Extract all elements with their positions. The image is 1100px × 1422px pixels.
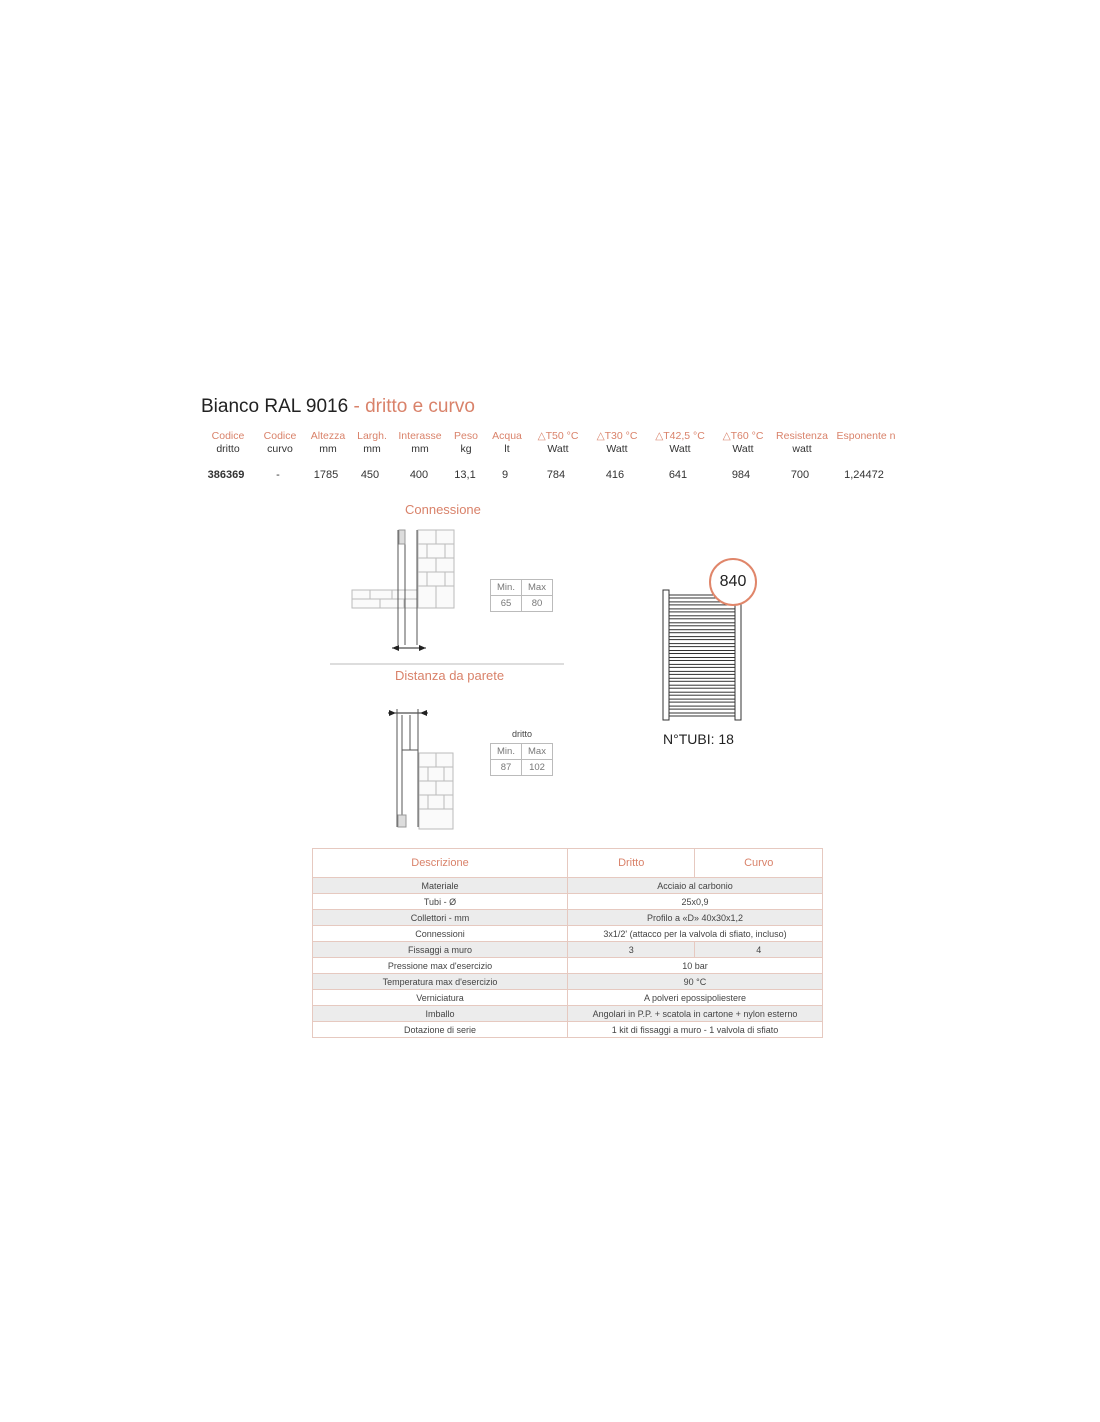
spec-header-codice-dritto: Codice dritto: [211, 430, 245, 455]
description-table: [312, 848, 823, 1038]
table-row: Dotazione di serie 1 kit di fissaggi a muro - 1 valvola di sfiato: [313, 1022, 823, 1038]
product-title: [201, 396, 475, 418]
spec-value-t60: 984: [731, 469, 751, 481]
radiator-tube: [669, 658, 735, 661]
radiator-tube: [669, 644, 735, 647]
spec-header-peso: Peso kg: [454, 430, 478, 455]
spec-header-codice-curvo: Codice curvo: [263, 430, 297, 455]
table-row: Temperatura max d'esercizio 90 °C: [313, 974, 823, 990]
max-label: Max: [522, 744, 553, 760]
radiator-tube: [669, 616, 735, 619]
distanza-diagram: [380, 705, 470, 835]
radiator-tube: [669, 651, 735, 654]
min-label: Min.: [491, 580, 522, 596]
spec-value-t30: 416: [605, 469, 625, 481]
max-label: Max: [522, 580, 553, 596]
tubes-count: N°TUBI: 18: [663, 731, 734, 747]
spec-header-acqua: Acqua lt: [492, 430, 522, 455]
distanza-type: dritto: [512, 729, 533, 739]
spec-value-t42: 641: [668, 469, 688, 481]
radiator-tube: [669, 630, 735, 633]
spec-value-codice-curvo: -: [276, 469, 280, 481]
table-row: Materiale Acciaio al carbonio: [313, 878, 823, 894]
table-row: Collettori - mm Profilo a «D» 40x30x1,2: [313, 910, 823, 926]
spec-value-interasse: 400: [409, 469, 429, 481]
spec-value-codice-dritto: 386369: [207, 469, 245, 481]
min-value: 87: [491, 760, 522, 776]
radiator-tube: [669, 699, 735, 702]
header-curvo: Curvo: [695, 849, 823, 878]
max-value: 80: [522, 596, 553, 612]
radiator-height-badge: 840: [709, 558, 757, 606]
table-row: Tubi - Ø 25x0,9: [313, 894, 823, 910]
spec-value-esponente: 1,24472: [844, 469, 884, 481]
title-main: Bianco RAL 9016: [201, 396, 349, 417]
spec-value-larghezza: 450: [360, 469, 380, 481]
spec-value-acqua: 9: [501, 469, 509, 481]
spec-header-t60: △T60 °C Watt: [722, 430, 764, 455]
spec-value-t50: 784: [546, 469, 566, 481]
spec-header-altezza: Altezza mm: [310, 430, 346, 455]
header-dritto: Dritto: [567, 849, 695, 878]
table-row: Fissaggi a muro 3 4: [313, 942, 823, 958]
spec-header-esponente: Esponente n: [836, 430, 896, 442]
table-row: Connessioni 3x1/2' (attacco per la valvola di sfiato, incluso): [313, 926, 823, 942]
spec-header-resistenza: Resistenza watt: [776, 430, 828, 455]
spec-header-interasse: Interasse mm: [398, 430, 442, 455]
radiator-tube: [669, 692, 735, 695]
spec-value-peso: 13,1: [454, 469, 476, 481]
spec-header-larghezza: Largh. mm: [357, 430, 387, 455]
spec-value-resistenza: 700: [790, 469, 810, 481]
radiator-tube: [669, 609, 735, 612]
distanza-label: Distanza da parete: [395, 668, 505, 683]
radiator-tube: [669, 713, 735, 716]
radiator-tube: [669, 671, 735, 674]
distanza-minmax-table: [490, 743, 553, 776]
radiator-tube: [669, 637, 735, 640]
radiator-tube: [669, 664, 735, 667]
radiator-tube: [669, 678, 735, 681]
connessione-minmax-table: [490, 579, 553, 612]
spec-value-altezza: 1785: [313, 469, 339, 481]
spec-header-t30: △T30 °C Watt: [596, 430, 638, 455]
min-label: Min.: [491, 744, 522, 760]
radiator-tube: [669, 623, 735, 626]
min-value: 65: [491, 596, 522, 612]
table-row: Pressione max d'esercizio 10 bar: [313, 958, 823, 974]
table-row: Verniciatura A polveri epossipoliestere: [313, 990, 823, 1006]
radiator-tube: [669, 706, 735, 709]
table-row: Imballo Angolari in P.P. + scatola in cartone + nylon esterno: [313, 1006, 823, 1022]
header-descrizione: Descrizione: [313, 849, 568, 878]
spec-header-t50: △T50 °C Watt: [537, 430, 579, 455]
title-sub: - dritto e curvo: [348, 396, 475, 417]
max-value: 102: [522, 760, 553, 776]
radiator-drawing: [655, 585, 755, 725]
spec-header-t42: △T42,5 °C Watt: [655, 430, 705, 455]
connessione-label: Connessione: [405, 502, 481, 517]
radiator-tube: [669, 685, 735, 688]
